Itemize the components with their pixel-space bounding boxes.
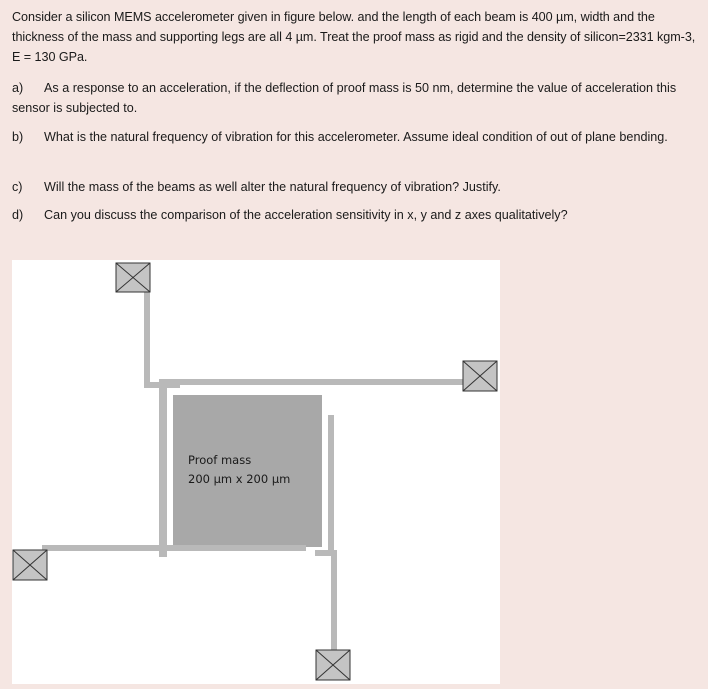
question-c-label: c) bbox=[12, 180, 23, 194]
beam-right-vertical bbox=[328, 415, 334, 555]
question-c-text: Will the mass of the beams as well alter the natural frequency of vibration? Justify. bbox=[44, 180, 501, 194]
question-b-text: What is the natural frequency of vibration for this accelerometer. Assume ideal condition of out of plane bending. bbox=[44, 130, 668, 144]
question-c bbox=[12, 177, 702, 197]
problem-intro: Consider a silicon MEMS accelerometer given in figure below. and the length of each beam is 400 µm, width and the thickness of the mass and supporting legs are all 4 µm. Treat the proof mass as rigid and the density of silicon=2331 kgm-3, E = 130 GPa. bbox=[12, 10, 696, 64]
proof-mass bbox=[173, 395, 322, 547]
beam-bottom-vertical bbox=[331, 550, 337, 653]
anchor-top bbox=[116, 263, 150, 292]
beam-top-left-vertical bbox=[144, 282, 150, 388]
accelerometer-figure bbox=[12, 260, 500, 684]
question-d-label: d) bbox=[12, 208, 24, 222]
question-a-text: As a response to an acceleration, if the deflection of proof mass is 50 nm, determine the value of acceleration this sensor is subjected to. bbox=[12, 81, 677, 115]
question-b-label: b) bbox=[12, 130, 24, 144]
question-a bbox=[12, 78, 702, 118]
proof-mass-dimensions: 200 µm x 200 µm bbox=[188, 472, 291, 486]
beam-left-vertical bbox=[159, 382, 167, 557]
beam-top-horizontal bbox=[159, 379, 464, 385]
proof-mass-label: Proof mass bbox=[188, 453, 252, 467]
question-a-label: a) bbox=[12, 81, 24, 95]
anchor-right bbox=[463, 361, 497, 391]
question-b bbox=[12, 127, 702, 147]
anchor-bottom bbox=[316, 650, 350, 680]
anchor-left bbox=[13, 550, 47, 580]
question-d bbox=[12, 205, 702, 225]
question-d-text: Can you discuss the comparison of the acceleration sensitivity in x, y and z axes qualitatively? bbox=[44, 208, 568, 222]
beam-bottom-horizontal bbox=[42, 545, 306, 551]
